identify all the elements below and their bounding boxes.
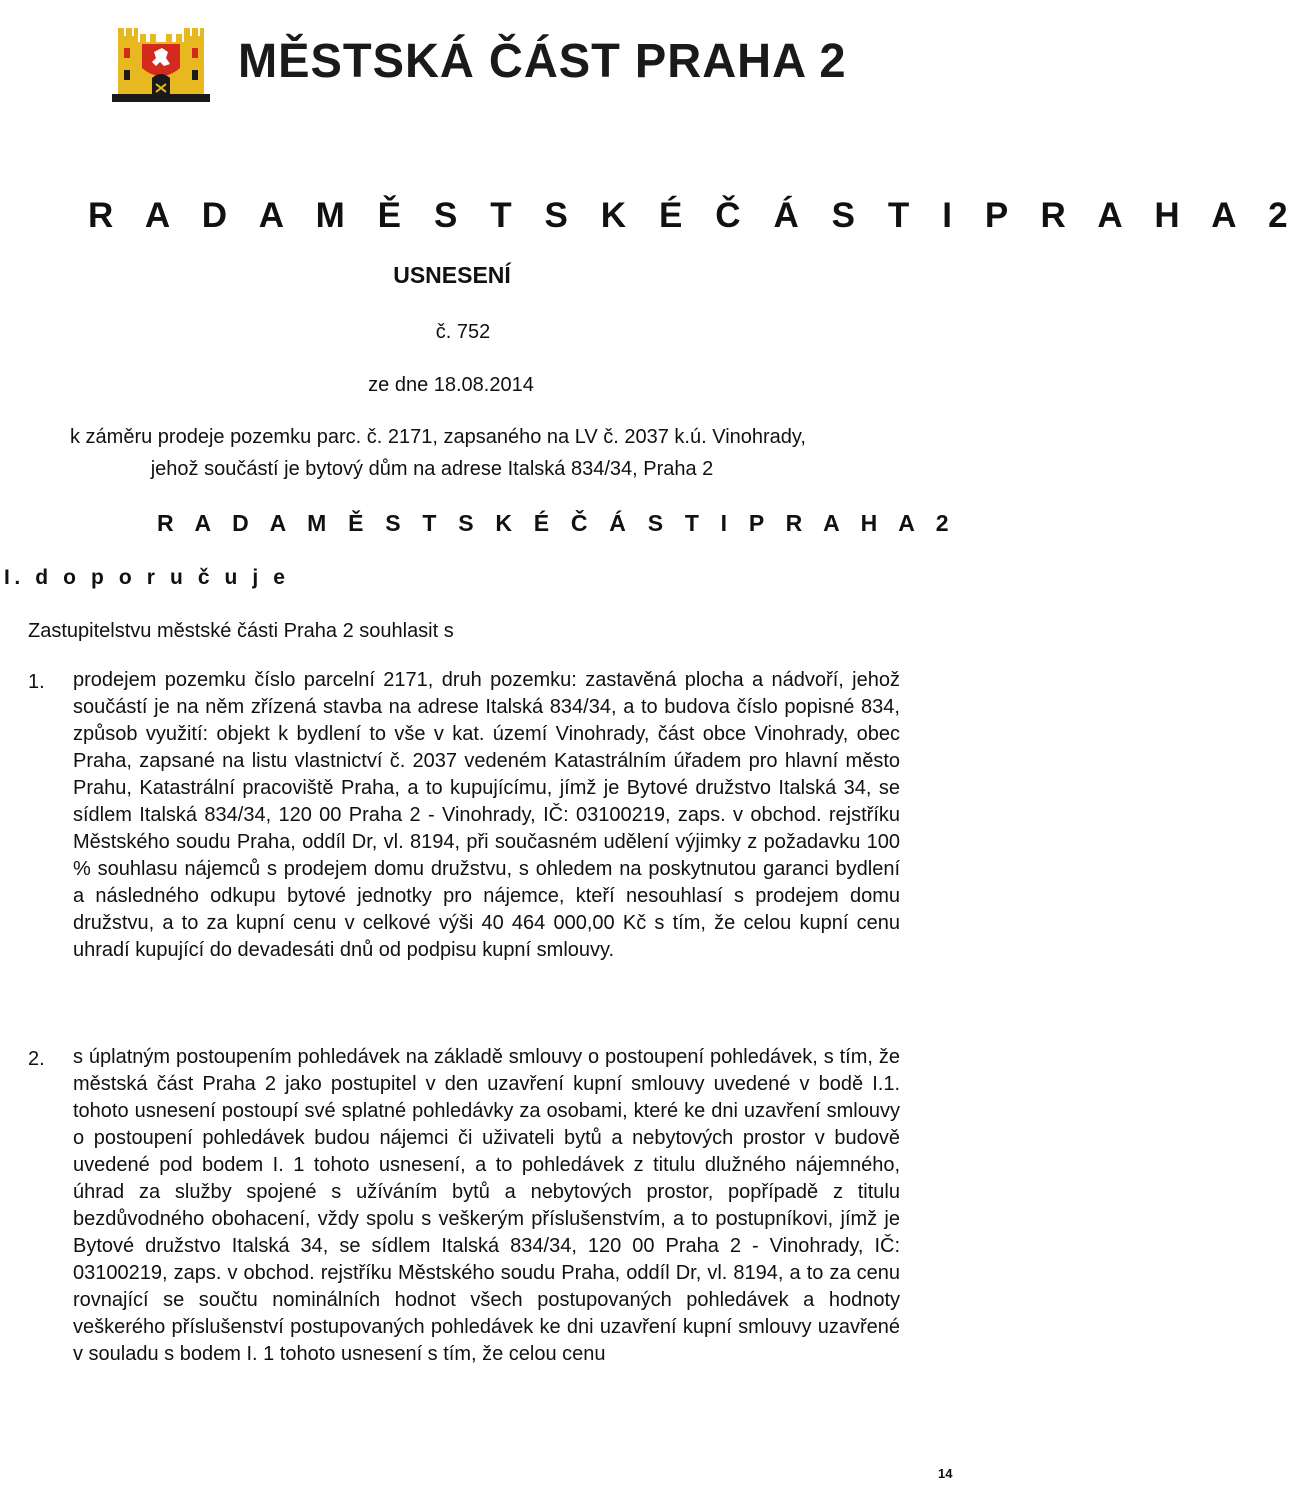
list-item-text: s úplatným postoupením pohledávek na základě smlouvy o postoupení pohledávek, s tím, že městská část Praha 2 jako postupitel v den uzavření kupní smlouvy uvedené v bodě I.1. tohoto usnesení postoupí své splatné pohledávky za osobami, které ke dni uzavření smlouvy o postoupení pohledávek budou nájemci či uživateli bytů a nebytových prostor v budově uvedené pod bodem I. 1 tohoto usnesení, a to pohledávek z titulu dlužného nájemného, úhrad za služby spojené s užíváním bytů a nebytových prostor, popřípadě z titulu bezdůvodného obohacení, vždy spolu s veškerým příslušenstvím, a to postupníkovi, jímž je Bytové družstvo Italská 34, se sídlem Italská 834/34, 120 00 Praha 2 - Vinohrady, IČ: 03100219, zaps. v obchod. rejstříku Městského soudu Praha, oddíl Dr, vl. 8194, a to za cenu rovnající se součtu nominálních hodnot všech postupovaných pohledávek a hodnoty veškerého příslušenství postupovaných pohledávek ke dni uzavření kupní smlouvy uzavřené v souladu s bodem I. 1 tohoto usnesení s tím, že celou cenu — [73, 1046, 900, 1365]
praha2-coat-of-arms-icon — [112, 18, 210, 110]
resolution-date: ze dne 18.08.2014 — [368, 374, 534, 396]
document-title: R A D A M Ě S T S K É Č Á S T I P R A H A 2 — [88, 196, 1299, 235]
brand-name: MĚSTSKÁ ČÁST PRAHA 2 — [238, 35, 847, 88]
resolution-type-label: USNESENÍ — [393, 262, 511, 288]
list-item-number: 1. — [28, 671, 45, 693]
resolution-number: č. 752 — [435, 321, 491, 343]
list-item-text: prodejem pozemku číslo parcelní 2171, druh pozemku: zastavěná plocha a nádvoří, jehož součástí je na něm zřízená stavba na adrese Italská 834/34, a to budova číslo popisné 834, způsob využití: objekt k bydlení to vše v kat. území Vinohrady, část obce Vinohrady, obec Praha, zapsané na listu vlastnictví č. 2037 vedeném Katastrálním úřadem pro hlavní město Prahu, Katastrální pracoviště Praha, a to kupujícímu, jímž je Bytové družstvo Italská 34, se sídlem Italská 834/34, 120 00 Praha 2 - Vinohrady, IČ: 03100219, zaps. v obchod. rejstříku Městského soudu Praha, oddíl Dr, vl. 8194, při současném udělení výjimky z požadavku 100 % souhlasu nájemců s prodejem domu družstvu, s ohledem na poskytnutou garanci bydlení a následného odkupu bytové jednotky pro nájemce, kteří nesouhlasí s prodejem domu družstvu, a to za kupní cenu v celkové výši 40 464 000,00 Kč s tím, že celou kupní cenu uhradí kupující do devadesáti dnů od podpisu kupní smlouvy. — [73, 669, 900, 961]
list-item-number: 2. — [28, 1048, 45, 1070]
subject-line-1: k záměru prodeje pozemku parc. č. 2171, zapsaného na LV č. 2037 k.ú. Vinohrady, — [69, 426, 806, 448]
intro-text: Zastupitelstvu městské části Praha 2 souhlasit s — [28, 620, 454, 642]
subject-line-2: jehož součástí je bytový dům na adrese Italská 834/34, Praha 2 — [150, 458, 714, 480]
section-heading: I. d o p o r u č u j e — [4, 566, 290, 589]
page-number: 14 — [938, 1466, 953, 1481]
council-heading: R A D A M Ě S T S K É Č Á S T I P R A H A 2 — [157, 510, 957, 536]
